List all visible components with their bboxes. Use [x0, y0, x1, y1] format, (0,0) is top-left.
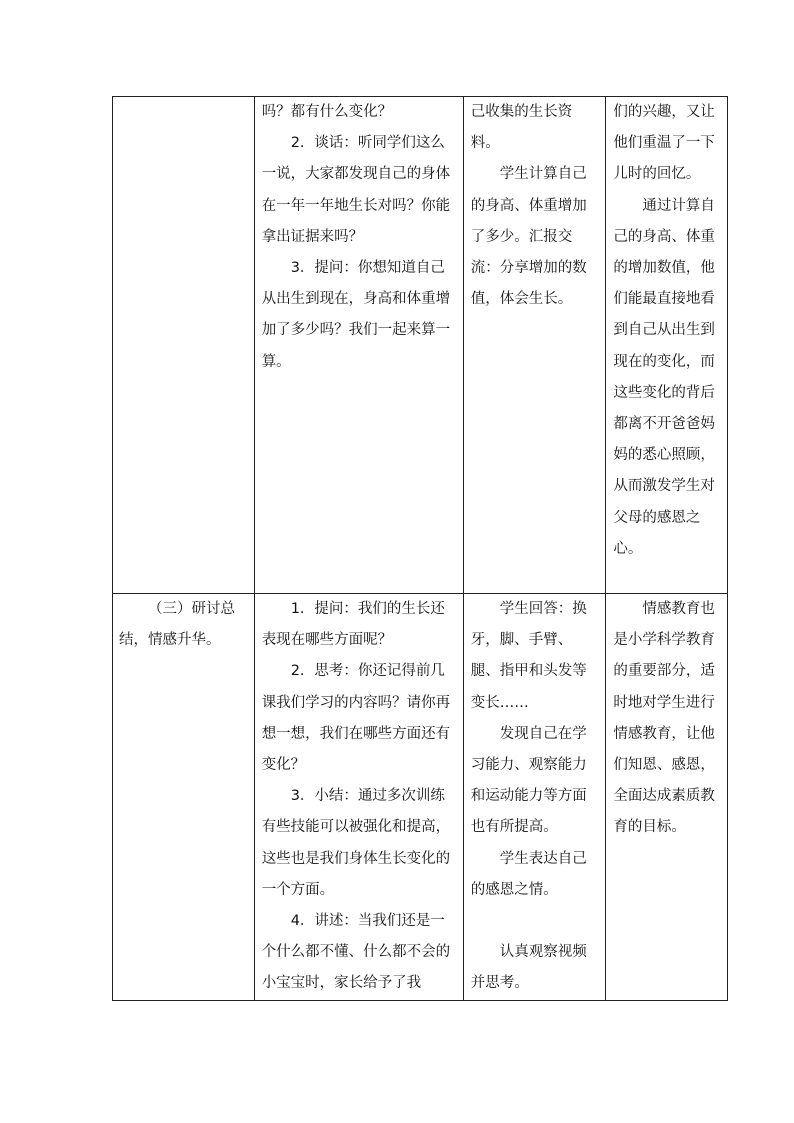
student-paragraph: 己收集的生长资料。: [470, 104, 573, 152]
stage-cell: [113, 594, 255, 1001]
table-row: [113, 97, 728, 594]
design-intent-cell: [606, 594, 728, 1001]
student-activity-cell: [463, 594, 606, 1001]
teacher-paragraph: 4．讲述：当我们还是一个什么都不懂、什么都不会的小宝宝时，家长给予了我: [261, 913, 451, 992]
table-row: [113, 594, 728, 1001]
teacher-paragraph: 3．提问：你想知道自己从出生到现在，身高和体重增加了多少吗？我们一起来算一算。: [261, 260, 451, 370]
stage-text: （三）研讨总结，情感升华。: [119, 601, 235, 649]
teacher-activity-cell: [254, 97, 463, 594]
intent-paragraph: 情感教育也是小学科学教育的重要部分，适时地对学生进行情感教育，让他们知恩、感恩，全面达成素质教育的目标。: [613, 601, 715, 836]
student-paragraph: 认真观察视频并思考。: [470, 944, 587, 992]
teacher-paragraph: 1．提问：我们的生长还表现在哪些方面呢？: [261, 601, 445, 649]
spacer: [471, 906, 600, 937]
student-activity-cell: [463, 97, 606, 594]
teacher-paragraph: 2．谈话：听同学们这么一说，大家都发现自己的身体在一年一年地生长对吗？你能拿出证据来吗？: [261, 135, 451, 245]
teacher-paragraph: 2．思考：你还记得前几课我们学习的内容吗？请你再想一想，我们在哪些方面还有变化？: [261, 663, 451, 774]
stage-cell: [113, 97, 255, 594]
intent-paragraph: 们的兴趣，又让他们重温了一下儿时的回忆。: [613, 104, 715, 183]
student-paragraph: 发现自己在学习能力、观察能力和运动能力等方面也有所提高。: [470, 725, 587, 836]
teacher-activity-cell: [254, 594, 463, 1001]
student-paragraph: 学生回答：换牙，脚、手臂、腿、指甲和头发等变长……: [470, 601, 587, 711]
lesson-plan-table: [112, 96, 728, 1001]
student-paragraph: 学生表达自己的感恩之情。: [470, 850, 587, 898]
intent-paragraph: 通过计算自己的身高、体重的增加数值，他们能最直接地看到自己从出生到现在的变化，而这些变化的背后都离不开爸爸妈妈的悉心照顾，从而激发学生对父母的感恩之心。: [613, 197, 715, 557]
design-intent-cell: [606, 97, 728, 594]
teacher-paragraph: 吗？都有什么变化？: [261, 104, 393, 120]
teacher-paragraph: 3．小结：通过多次训练有些技能可以被强化和提高，这些也是我们身体生长变化的一个方面。: [261, 788, 451, 898]
student-paragraph: 学生计算自己的身高、体重增加了多少。汇报交流：分享增加的数值，体会生长。: [470, 166, 587, 308]
